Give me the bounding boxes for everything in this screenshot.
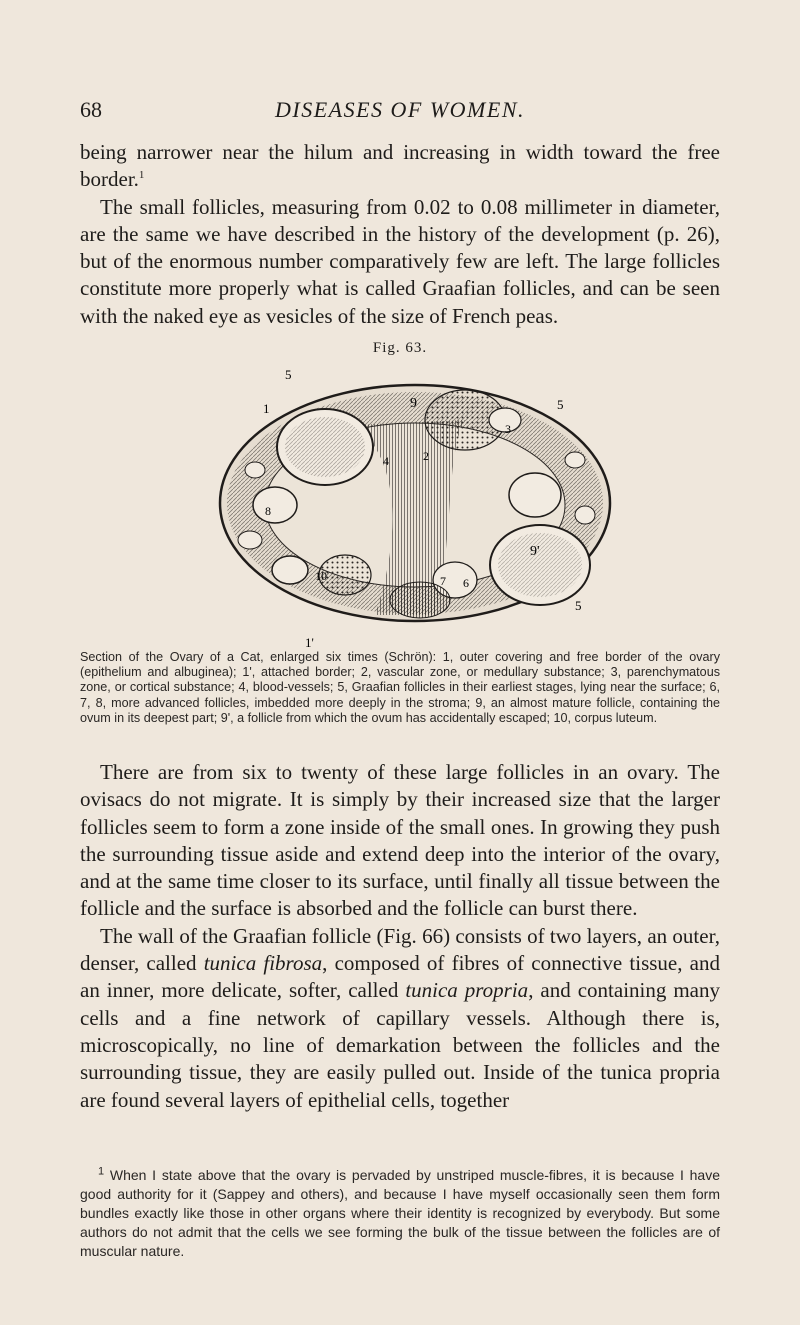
fig-number-9-prime: 9': [530, 544, 540, 559]
paragraph-2: The small follicles, measuring from 0.02 to 0.08 millimeter in diameter, are the same we have described in the history of the development (p. 26), but of the enormous number comparatively few are left. The large follicles constitute more properly what is called Graafian follicles, and can be seen with the naked eye as vesicles of the size of French peas.: [80, 194, 720, 328]
figure-caption: Section of the Ovary of a Cat, enlarged six times (Schrön): 1, outer covering and free border of the ovary (epithelium and albuginea); 1', attached border; 2, vascular zone, or medullary substance; 3, parenchymatous zone, or cortical substance; 4, blood-vessels; 5, Graafian follicles in their earliest stages, lying near the surface; 6, 7, 8, more advanced follicles, imbedded more deeply in the stroma; 9, an almost mature follicle, containing the ovum in its deepest part; 9', a follicle from which the ovum has accidentally escaped; 10, corpus luteum.: [80, 650, 720, 725]
fig-number-5b: 5: [557, 397, 564, 412]
bottom-text-block: [80, 759, 720, 1114]
ovary-section-illustration: [205, 365, 625, 650]
fig-number-2: 2: [423, 449, 429, 463]
fig-number-1-prime: 1': [305, 635, 314, 650]
fig-number-5a: 5: [285, 367, 292, 382]
page-header: [80, 97, 720, 127]
fig-number-6: 6: [463, 576, 469, 590]
fig-number-1: 1: [263, 401, 270, 416]
footnote-1: $^1$ When I state above that the ovary is pervaded by unstriped muscle-fibres, it is because I have good authority for it (Sappey and others), and because I have myself occasionally seen them form bundles exactly like those in other organs where their identity is recognized by everybody. But some authors do not admit that the cells we see forming the bulk of the tissue between the follicles are of muscular nature.: [80, 1165, 721, 1259]
figure-label: Fig. 63.: [372, 340, 428, 356]
fig-number-5c: 5: [575, 598, 582, 613]
running-title: DISEASES OF WOMEN.: [274, 97, 525, 122]
fig-number-10: 10: [315, 569, 327, 583]
footnote-mark: 1: [98, 1165, 105, 1178]
fig-number-9: 9: [410, 396, 417, 411]
page-number: 68: [80, 97, 102, 122]
term-tunica-propria: tunica propria: [405, 978, 529, 1003]
term-tunica-fibrosa: tunica fibrosa: [203, 951, 323, 976]
fig-number-7: 7: [440, 574, 446, 588]
top-text-block: [80, 139, 720, 330]
footnotes: [80, 1166, 720, 1261]
fig-number-8: 8: [265, 504, 271, 518]
fig-number-4: 4: [383, 454, 389, 468]
fig-number-3: 3: [505, 422, 511, 436]
footnote-ref: 1: [138, 169, 145, 182]
paragraph-1: being narrower near the hilum and increasing in width toward the free border.$^1$: [80, 140, 720, 192]
paragraph-3: There are from six to twenty of these large follicles in an ovary. The ovisacs do not migrate. It is simply by their increased size that the larger follicles seem to form a zone inside of the small ones. In growing they push the surrounding tissue aside and extend deep into the interior of the ovary, and at the same time closer to its surface, until finally all tissue between the follicle and the surface is absorbed and the follicle can burst there.: [80, 760, 720, 921]
paragraph-4: The wall of the Graafian follicle (Fig. 66) consists of two layers, an outer, denser, called tunica fibrosa, composed of fibres of connective tissue, and an inner, more delicate, softer, called tunica propria, and containing many cells and a fine network of capillary vessels. Although there is, microscopically, no line of demarkation between the follicles and the surrounding tissue, they are easily pulled out. Inside of the tunica propria are found several layers of epithelial cells, together: [80, 923, 721, 1112]
